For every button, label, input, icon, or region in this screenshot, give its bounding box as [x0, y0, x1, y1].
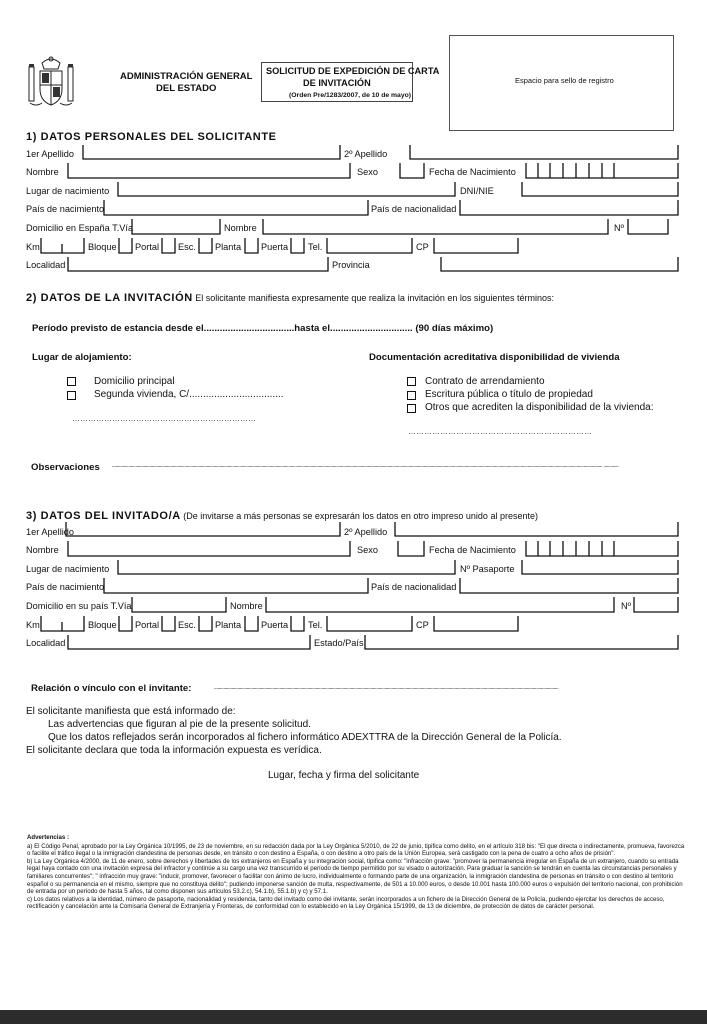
observaciones-label: Observaciones [31, 462, 100, 473]
label-invitado-sexo: Sexo [357, 545, 378, 555]
label-nombre-via: Nombre [224, 223, 257, 233]
label-tel: Tel. [308, 242, 323, 252]
stamp-label: Espacio para sello de registro [515, 76, 614, 85]
checkbox-segunda-vivienda[interactable] [67, 391, 76, 400]
declaration-line-1: El solicitante manifiesta que está informado de: [26, 706, 236, 717]
section-2-title: 2) DATOS DE LA INVITACIÓN [26, 292, 193, 304]
alojamiento-heading: Lugar de alojamiento: [32, 352, 132, 363]
label-invitado-puerta: Puerta [261, 620, 289, 630]
option-contrato: Contrato de arrendamiento [425, 376, 545, 387]
checkbox-contrato[interactable] [407, 377, 416, 386]
declaration-line-3: Que los datos reflejados serán incorporados al fichero informático ADEXTTRA de la Dirección General de la Policía. [48, 732, 562, 743]
label-bloque: Bloque [88, 242, 117, 252]
label-puerta: Puerta [261, 242, 289, 252]
checkbox-domicilio-principal[interactable] [67, 377, 76, 386]
form-title-line-2: DE INVITACIÓN [303, 78, 371, 88]
label-invitado-fecha-nacimiento: Fecha de Nacimiento [429, 545, 516, 555]
label-invitado-nombre: Nombre [26, 545, 59, 555]
label-domicilio: Domicilio en España T.Vía [26, 223, 134, 233]
label-esc: Esc. [178, 242, 196, 252]
option-otros: Otros que acrediten la disponibilidad de la vivienda: [425, 402, 654, 413]
periodo-estancia: Período previsto de estancia desde el..................................hasta el............................... (90 días máximo) [32, 323, 494, 334]
advertencia-c: c) Los datos relativos a la identidad, número de pasaporte, nacionalidad y residencia, tanto del invitado como del invitante, serán incorporados a un fichero de la Dirección General de la Policía, pudiendo ejercitar los derechos de acceso, rectificación y cancelación ante la Comisaría General de Extranjería y Fronteras, de conformidad con lo establecido en la Ley Orgánica 15/1999, de 13 de diciembre, de protección de datos de carácter personal. [27, 895, 665, 911]
label-invitado-planta: Planta [215, 620, 242, 630]
label-invitado-tel: Tel. [308, 620, 323, 630]
signature-label: Lugar, fecha y firma del solicitante [268, 770, 420, 781]
declaration-line-4: El solicitante declara que toda la información expuesta es verídica. [26, 745, 322, 756]
label-invitado-apellido2: 2º Apellido [344, 527, 388, 537]
label-sexo: Sexo [357, 167, 378, 177]
label-provincia: Provincia [332, 260, 370, 270]
label-invitado-cp: CP [416, 620, 429, 630]
label-invitado-bloque: Bloque [88, 620, 117, 630]
section-2-intro: El solicitante manifiesta expresamente que realiza la invitación en los siguientes términos: [192, 293, 554, 303]
label-dni-nie: DNI/NIE [460, 186, 494, 196]
label-pais-nacionalidad: País de nacionalidad [371, 204, 457, 214]
checkbox-otros[interactable] [407, 404, 416, 413]
label-invitado-apellido1: 1er Apellido [26, 527, 75, 537]
observaciones-dots[interactable]: .................................................................................................................................................................................................................................................................................................................................................................................................................................... ............. [112, 463, 619, 469]
label-localidad: Localidad [26, 260, 66, 270]
section-3-heading [26, 510, 538, 522]
admin-line-2: DEL ESTADO [156, 83, 217, 94]
bottom-bar [0, 1010, 707, 1024]
order-reference: (Orden Pre/1283/2007, de 10 de mayo) [289, 92, 412, 99]
documentacion-heading: Documentación acreditativa disponibilidad de vivienda [369, 352, 620, 363]
dotted-line-left: …………………………………………………………… [72, 414, 256, 423]
label-planta: Planta [215, 242, 242, 252]
label-invitado-lugar-nacimiento: Lugar de nacimiento [26, 564, 110, 574]
label-cp: CP [416, 242, 429, 252]
label-invitado-nombre-via: Nombre [230, 601, 263, 611]
checkbox-escritura[interactable] [407, 391, 416, 400]
dotted-line-right: …………………………………………………………… [408, 427, 592, 436]
admin-line-1: ADMINISTRACIÓN GENERAL [120, 71, 253, 82]
label-invitado-pais-nacionalidad: País de nacionalidad [371, 582, 457, 592]
label-portal: Portal [135, 242, 160, 252]
declaration-line-2: Las advertencias que figuran al pie de la presente solicitud. [48, 719, 311, 730]
label-invitado-km: Km [26, 620, 40, 630]
advertencia-b: b) La Ley Orgánica 4/2000, de 11 de enero, sobre derechos y libertades de los extranjeros en España y su integración social, tipifica como: "infracción grave: "promover la permanencia irregular en España de un extranjero, cuando su entrada legal haya contado con una invitación expresa del infractor y continúe a su cargo una vez transcurrido el período de tiempo permitido por su visado o autorización. Para graduar la sanción se tendrán en cuenta las circunstancias personales y familiares concurrentes"; " infracción muy grave: "inducir, promover, favorecer o facilitar con ánimo de lucro, individualmente o formando parte de una organización, la inmigración clandestina de personas en tránsito o con destino al territorio español o su permanencia en el mismo, siempre que no constituya delito"; pudiendo imponerse sanción de multa, respectivamente, de 501 a 10.000 euros, o desde 10.001 hasta 100.000 euros o expulsión del territorio nacional, con prohibición de entrada por un período de hasta 5 años, tal como disponen sus artículos 53.2.c), 54.1.b), 55.1.b) y c) y 57.1. [27, 857, 683, 896]
label-invitado-pais-nacimiento: País de nacimiento [26, 582, 105, 592]
label-km: Km [26, 242, 40, 252]
label-nombre: Nombre [26, 167, 59, 177]
label-apellido1: 1er Apellido [26, 149, 75, 159]
label-invitado-numero: Nº [621, 601, 631, 611]
option-segunda-vivienda: Segunda vivienda, C/.................................. [94, 389, 284, 400]
advertencia-a: a) El Código Penal, aprobado por la Ley Orgánica 10/1995, de 23 de noviembre, en su redacción dada por la Ley Orgánica 5/2010, de 22 de junio, tipifica como delito, en el artículo 318 bis: "El que directa o indirectamente, promueva, favorezca o facilite el tráfico ilegal o la inmigración clandestina de personas desde, en tránsito o con destino a España, o con destino a otro país de la Unión Europea, será castigado con la pena de cuatro a ocho años de prisión". [27, 842, 685, 858]
label-invitado-portal: Portal [135, 620, 160, 630]
relacion-dots[interactable]: ....................................................................................................................................................................................................................................................................................................... [214, 685, 559, 691]
section-3-title: 3) DATOS DEL INVITADO/A [26, 510, 181, 522]
relacion-label: Relación o vínculo con el invitante: [31, 683, 192, 694]
label-invitado-estado-pais: Estado/País [314, 638, 364, 648]
advertencias-block [27, 834, 689, 911]
label-invitado-domicilio: Domicilio en su país T.Vía [26, 601, 132, 611]
section-3-intro: (De invitarse a más personas se expresarán los datos en otro impreso unido al presente) [180, 511, 538, 521]
form-title-line-1: SOLICITUD DE EXPEDICIÓN DE CARTA [266, 66, 440, 76]
label-lugar-nacimiento: Lugar de nacimiento [26, 186, 110, 196]
label-invitado-esc: Esc. [178, 620, 196, 630]
section-2-heading [26, 292, 554, 304]
option-domicilio-principal: Domicilio principal [94, 376, 175, 387]
label-apellido2: 2º Apellido [344, 149, 388, 159]
section-1-heading: 1) DATOS PERSONALES DEL SOLICITANTE [26, 131, 277, 143]
label-pais-nacimiento: País de nacimiento [26, 204, 105, 214]
label-numero: Nº [614, 223, 624, 233]
label-fecha-nacimiento: Fecha de Nacimiento [429, 167, 516, 177]
label-invitado-localidad: Localidad [26, 638, 66, 648]
advertencias-title: Advertencias : [27, 834, 69, 841]
label-invitado-pasaporte: Nº Pasaporte [460, 564, 515, 574]
option-escritura: Escritura pública o título de propiedad [425, 389, 593, 400]
